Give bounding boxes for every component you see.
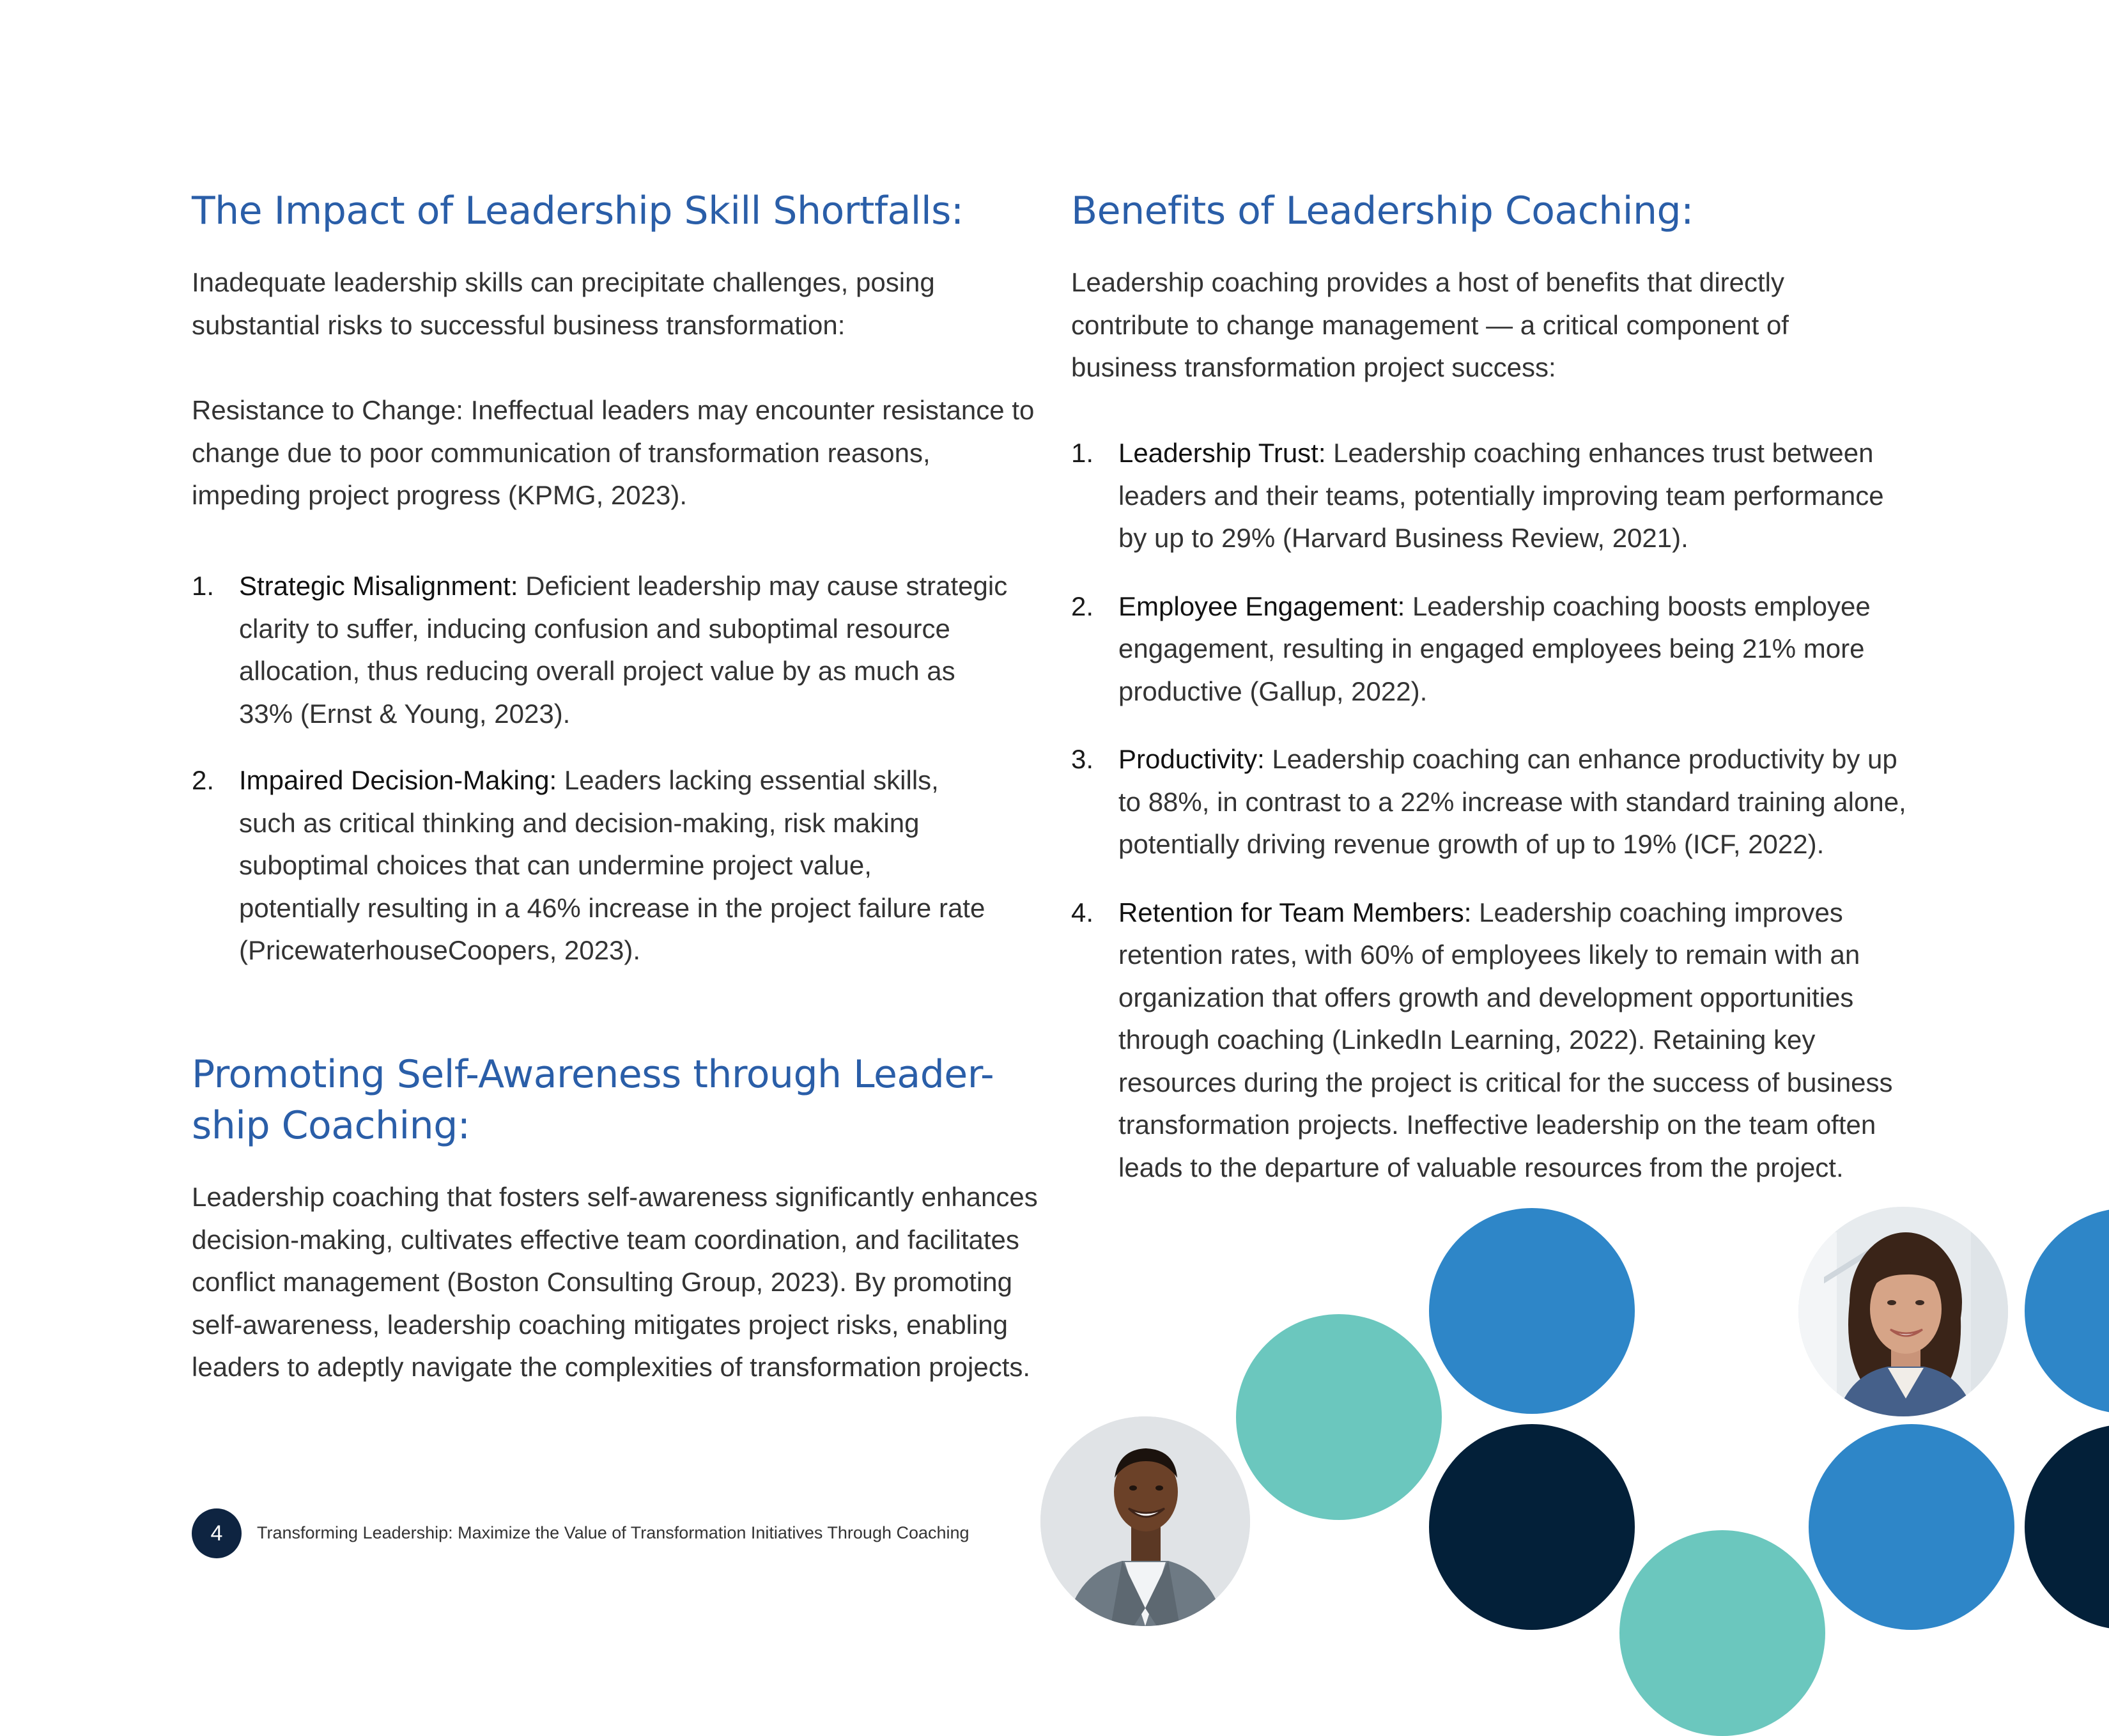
decor-circle-teal xyxy=(1619,1530,1825,1736)
list-item-lead: Employee Engagement: xyxy=(1118,591,1405,621)
self-awareness-paragraph: Leadership coaching that fosters self-awareness significantly enhances decision-making, cultivates effective team coordination, and facilitates conflict management (Boston Consulting Group, 2023). By promoting self-awareness, leadership coaching mitigates project risks, enabling leaders to adeptly navigate the complexities of transformation projects. xyxy=(192,1182,1038,1382)
heading-self-awareness-line1: Promoting Self-Awareness through Leader- xyxy=(192,1052,994,1097)
page-number-badge: 4 xyxy=(192,1508,242,1558)
list-number: 2. xyxy=(1071,591,1094,621)
list-item-lead: Impaired Decision-Making: xyxy=(239,765,557,795)
list-item xyxy=(1071,585,1908,713)
list-item-text: Leadership coaching can enhance productivity by up to 88%, in contrast to a 22% increase with standard training alone, potentially driving revenue growth of up to 19% (ICF, 2022). xyxy=(1118,744,1906,859)
heading-self-awareness-line2: ship Coaching: xyxy=(192,1103,470,1148)
list-number: 1. xyxy=(1071,438,1094,468)
list-item xyxy=(1071,892,1908,1190)
list-item-text: Leadership coaching boosts employee engagement, resulting in engaged employees being 21% more productive (Gallup, 2022). xyxy=(1118,591,1871,706)
list-item-text: Leadership coaching improves retention rates, with 60% of employees likely to remain with an organization that offers growth and development opportunities through coaching (LinkedIn Learning, 2022). Retaining key resources during the project is critical for the success of business transformation projects. Ineffective leadership on the team often leads to the departure of valuable resources from the project. xyxy=(1118,897,1893,1182)
benefits-list xyxy=(1071,432,1908,1189)
list-item-lead: Strategic Misalignment: xyxy=(239,571,518,601)
list-item-lead: Productivity: xyxy=(1118,744,1265,774)
list-item xyxy=(1071,432,1908,560)
list-item-text: Leaders lacking essential skills, such as critical thinking and decision-making, risk making suboptimal choices that can undermine project value, potentially resulting in a 46% increase in the project failure rate (PricewaterhouseCoopers, 2023). xyxy=(239,765,985,965)
list-item-text: Deficient leadership may cause strategic clarity to suffer, inducing confusion and suboptimal resource allocation, thus reducing overall project value by as much as 33% (Ernst & Young, 2023). xyxy=(239,571,1008,729)
decor-circle-blue xyxy=(2025,1208,2109,1414)
intro-paragraph: Inadequate leadership skills can precipitate challenges, posing substantial risks to successful business transformation: xyxy=(192,267,935,340)
list-number: 2. xyxy=(192,765,215,795)
man-portrait xyxy=(1040,1416,1250,1626)
list-number: 1. xyxy=(192,571,215,601)
decor-circle-teal xyxy=(1236,1314,1442,1520)
man-portrait-image xyxy=(1040,1416,1250,1626)
list-item xyxy=(192,565,1016,735)
woman-portrait-image xyxy=(1798,1207,2008,1416)
footer-title: Transforming Leadership: Maximize the Value of Transformation Initiatives Through Coaching xyxy=(257,1523,970,1542)
list-item-lead: Leadership Trust: xyxy=(1118,438,1326,468)
resistance-paragraph: Resistance to Change: Ineffectual leaders may encounter resistance to change due to poor communication of transformation reasons, impeding project progress (KPMG, 2023). xyxy=(192,395,1035,510)
list-number: 4. xyxy=(1071,897,1094,927)
shortfalls-list xyxy=(192,565,1016,972)
list-item xyxy=(1071,738,1908,866)
list-item-text: Leadership coaching enhances trust between leaders and their teams, potentially improving team performance by up to 29% (Harvard Business Review, 2021). xyxy=(1118,438,1884,553)
decor-circle-blue xyxy=(1809,1424,2014,1630)
heading-skill-shortfalls: The Impact of Leadership Skill Shortfalls: xyxy=(192,189,964,233)
benefits-intro: Leadership coaching provides a host of benefits that directly contribute to change management — a critical component of business transformation project success: xyxy=(1071,267,1789,382)
list-item-lead: Retention for Team Members: xyxy=(1118,897,1472,927)
decor-circle-navy xyxy=(2025,1424,2109,1630)
list-item xyxy=(192,759,1016,972)
woman-portrait xyxy=(1798,1207,2008,1416)
list-number: 3. xyxy=(1071,744,1094,774)
decor-circle-navy xyxy=(1429,1424,1635,1630)
heading-benefits: Benefits of Leadership Coaching: xyxy=(1071,189,1694,233)
decor-circle-blue xyxy=(1429,1208,1635,1414)
